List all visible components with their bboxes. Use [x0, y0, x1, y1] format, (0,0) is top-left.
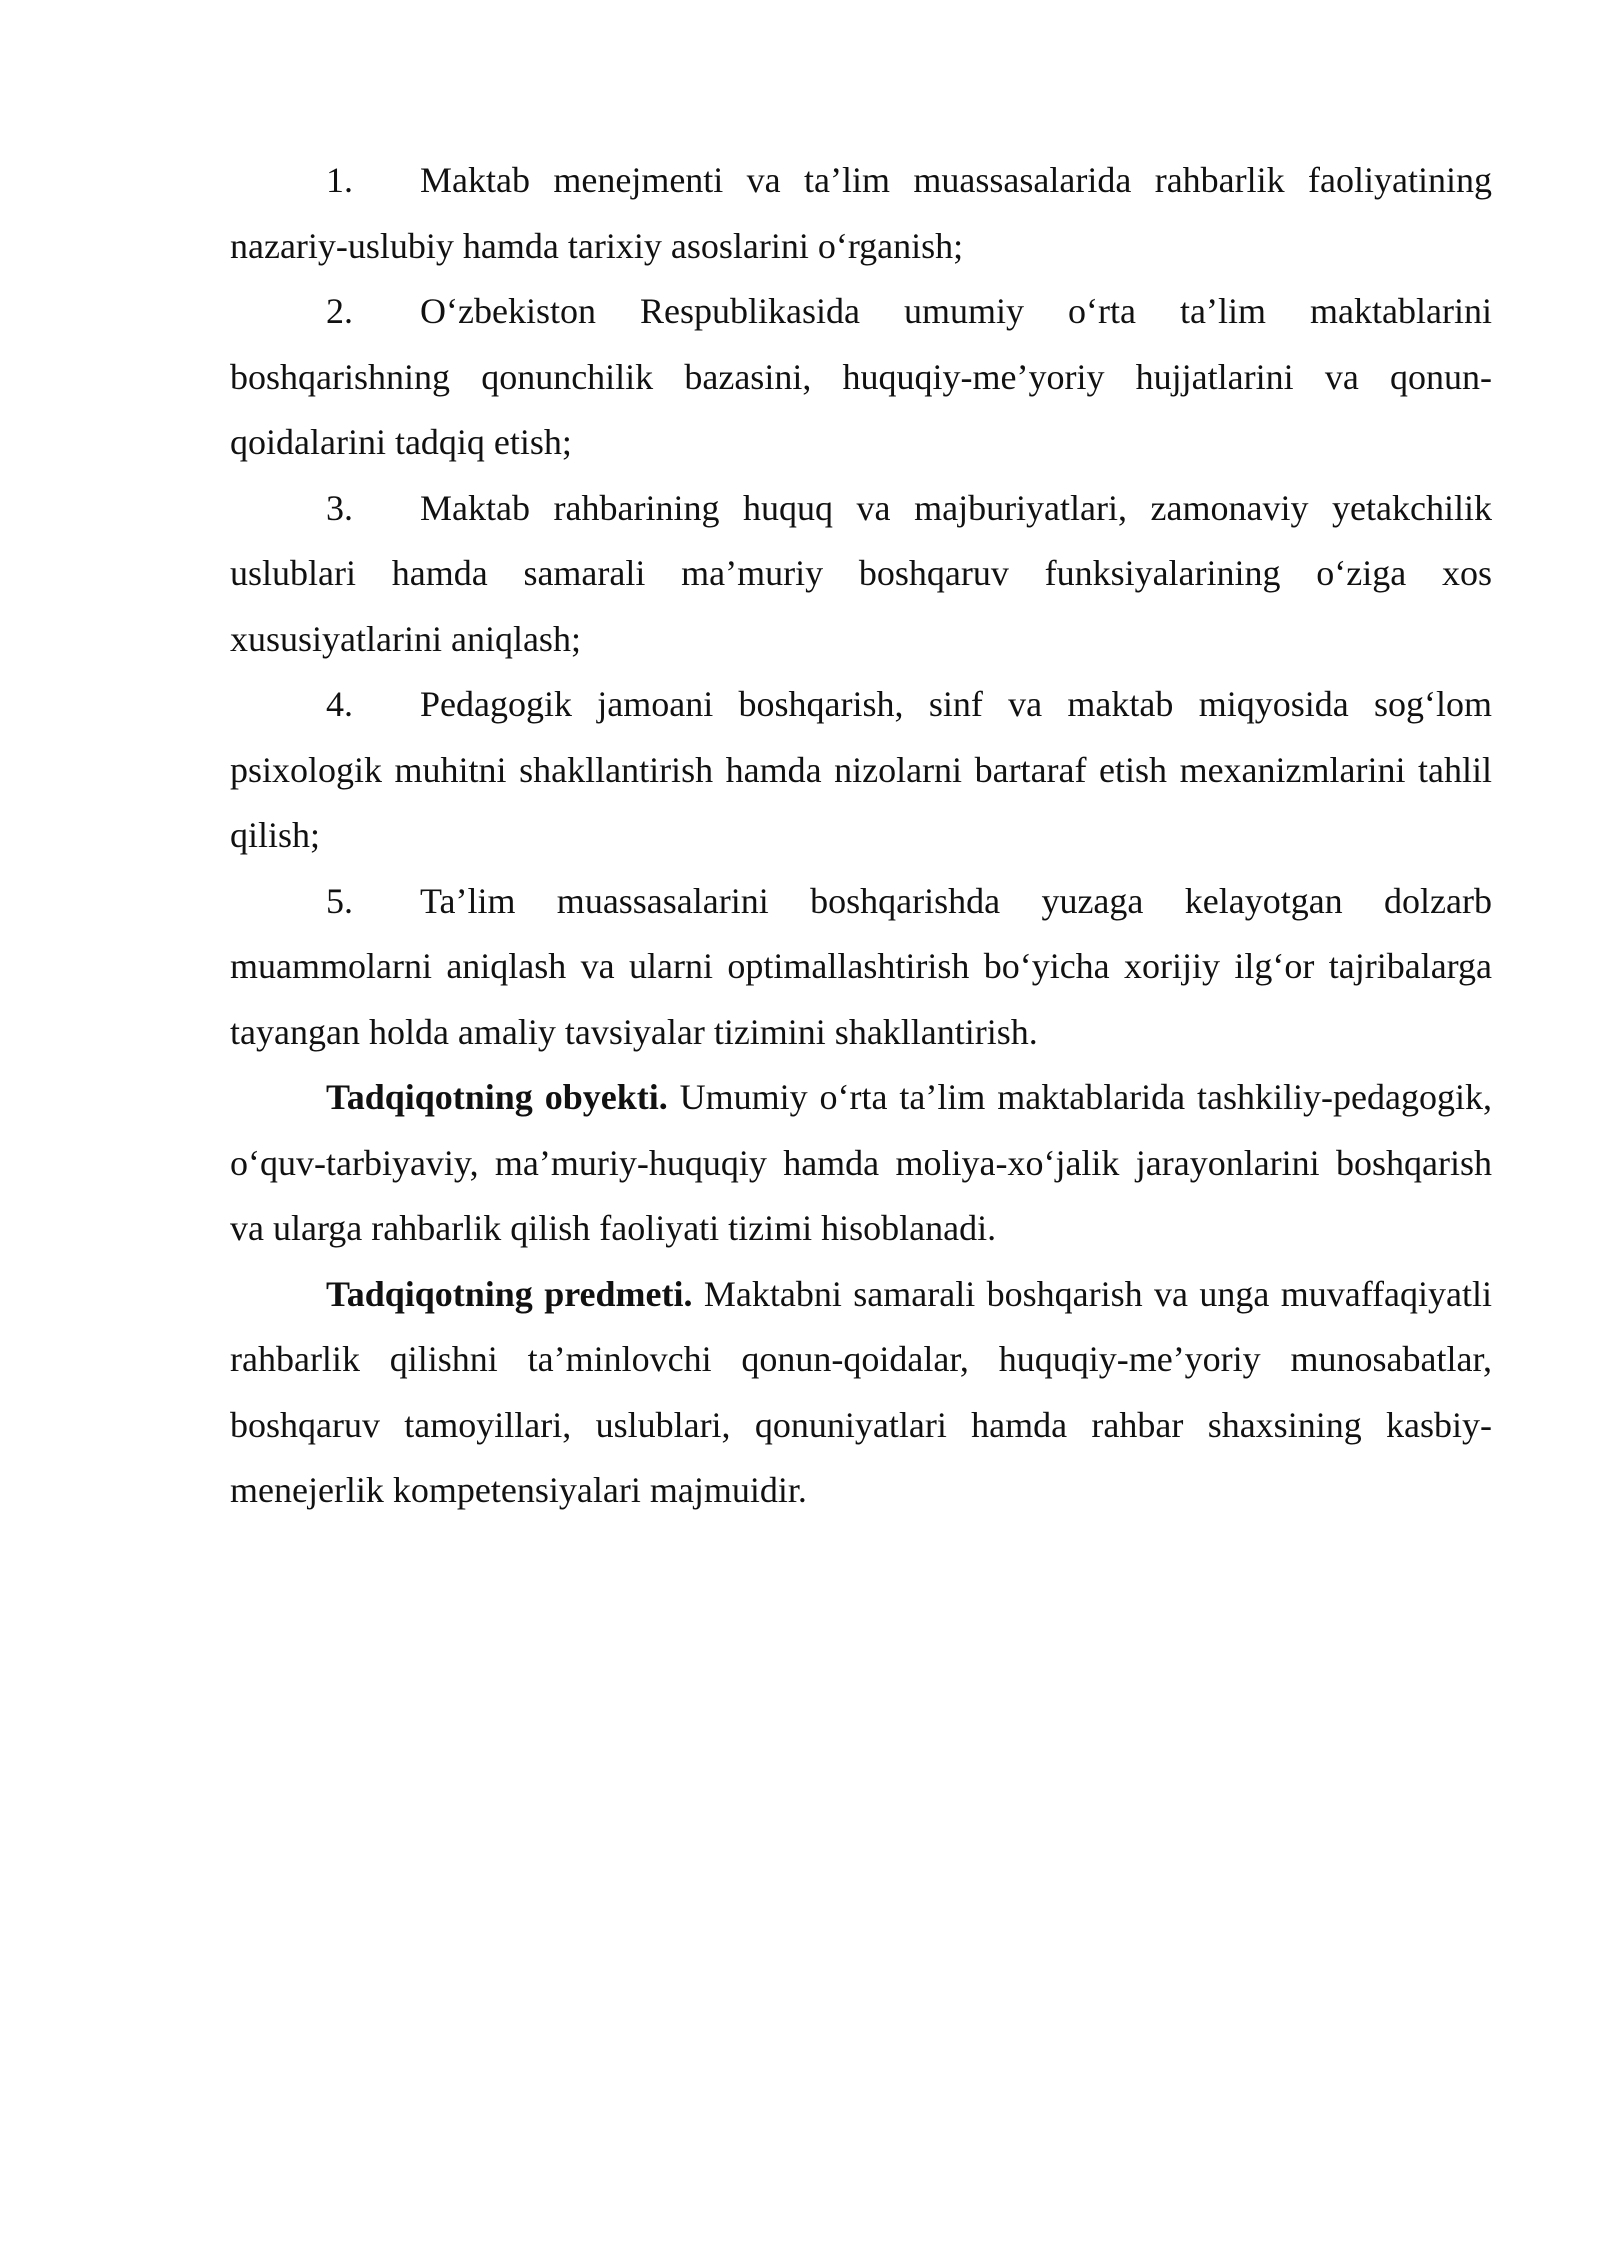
list-item-text: Pedagogik jamoani boshqarish, sinf va maktab miqyosida sog‘lom psixologik muhitni shakllantirish hamda nizolarni bartaraf etish mexanizmlarini tahlil qilish;: [230, 684, 1492, 855]
list-item-text: O‘zbekiston Respublikasida umumiy o‘rta ta’lim maktablarini boshqarishning qonunchilik bazasini, huquqiy-me’yoriy hujjatlarini va qonun-qoidalarini tadqiq etish;: [230, 291, 1492, 462]
research-subject-label: Tadqiqotning predmeti.: [326, 1273, 693, 1314]
list-item: [230, 869, 1492, 1066]
list-item-text: Maktab rahbarining huquq va majburiyatlari, zamonaviy yetakchilik uslublari hamda samarali ma’muriy boshqaruv funksiyalarining o‘ziga xos xususiyatlarini aniqlash;: [230, 487, 1492, 659]
list-item: [230, 476, 1492, 673]
document-body: [230, 148, 1492, 1524]
research-subject-paragraph: [230, 1262, 1492, 1524]
list-item-number: 1.: [326, 160, 353, 200]
research-object-paragraph: [230, 1065, 1492, 1262]
list-item-text: Maktab menejmenti va ta’lim muassasalarida rahbarlik faoliyatining nazariy-uslubiy hamda tarixiy asoslarini o‘rganish;: [230, 160, 1492, 266]
list-item-number: 5.: [326, 880, 353, 921]
list-item: [230, 148, 1492, 279]
research-subject-text: Maktabni samarali boshqarish va unga muvaffaqiyatli rahbarlik qilishni ta’minlovchi qonun-qoidalar, huquqiy-me’yoriy munosabatlar, boshqaruv tamoyillari, uslublari, qonuniyatlari hamda rahbar shaxsining kasbiy-menejerlik kompetensiyalari majmuidir.: [230, 1273, 1492, 1510]
list-item-text: Ta’lim muassasalarini boshqarishda yuzaga kelayotgan dolzarb muammolarni aniqlash va ularni optimallashtirish bo‘yicha xorijiy ilg‘or tajribalarga tayangan holda amaliy tavsiyalar tizimini shakllantirish.: [230, 880, 1492, 1052]
research-object-text: Umumiy o‘rta ta’lim maktablarida tashkiliy-pedagogik, o‘quv-tarbiyaviy, ma’muriy-huquqiy hamda moliya-xo‘jalik jarayonlarini boshqarish va ularga rahbarlik qilish faoliyati tizimi hisoblanadi.: [230, 1077, 1492, 1248]
list-item: [230, 672, 1492, 869]
list-item: [230, 279, 1492, 476]
list-item-number: 3.: [326, 487, 353, 528]
research-object-label: Tadqiqotning obyekti.: [326, 1077, 668, 1117]
list-item-number: 4.: [326, 684, 353, 724]
list-item-number: 2.: [326, 291, 353, 331]
